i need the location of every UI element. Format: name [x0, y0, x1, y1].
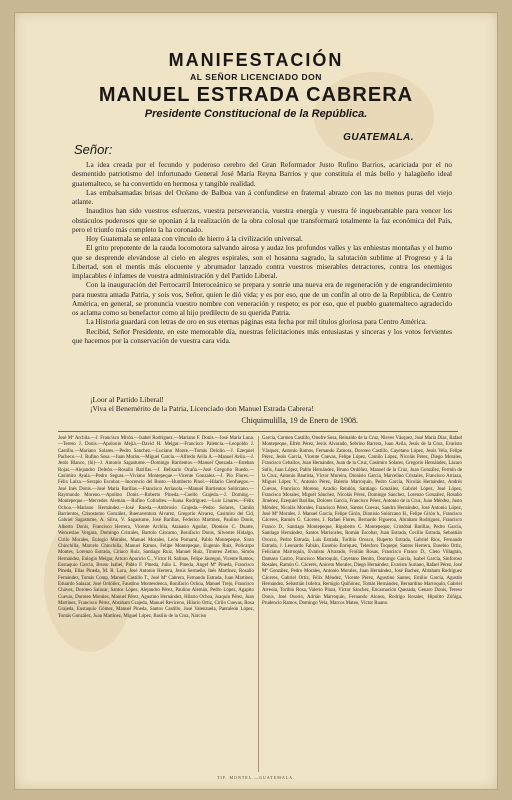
- closing-line: ¡Loor al Partido Liberal!: [90, 395, 164, 404]
- addressee-prefix: AL SEÑOR LICENCIADO DON: [190, 72, 322, 82]
- signatures-left-column: [58, 436, 254, 620]
- manifesto-title: MANIFESTACIÓN: [168, 50, 344, 70]
- paragraph: Con la inauguración del Ferrocarril Interoceánico se prepara y sonríe una nueva era de regeneración y de engrandecimiento para nuestra amada Patria, y sois vos, Señor, quien le dió vida; y es por eso, que de un confín al otro de la República, de Centro América, en general, se pronuncia vuestro nombre con veneración y respeto; es por eso, que el pueblo guatemalteco agradecido os aclama como su benefactor como al hijo predilecto de su querida Patria.: [72, 280, 452, 317]
- signatures-right-column: [262, 436, 462, 607]
- place-and-date: Chiquimulilla, 19 de Enero de 1908.: [241, 416, 358, 425]
- paragraph: Hoy Guatemala se enlaza con vínculo de hierro á la civilización universal.: [86, 234, 303, 243]
- document-header: [14, 50, 498, 120]
- column-divider: [258, 436, 259, 772]
- salutation: Señor:: [74, 142, 113, 157]
- closing-cheers: [90, 395, 314, 414]
- paragraph: Las embalsamadas brisas del Océano de Balboa van á confundirse en fraternal abrazo con las no menos puras del viejo atlante.: [72, 187, 452, 206]
- signature-list: José Mª Archila.—J. Francisco Mirón.—Isabel Rodríguez.—Mariano F. Donis.—José María Luna.—Tereso J. Donis.—Apolonio Mejía.—David H. Melgar.—Francisco Palencia.—Leopoldo J. Castillo.—Mariano Solares.—Pedro Sanchez.—Luciano Monte.—Tomás Delolio.—J. Ezequiel Pacheco.—J. Rufino Sosa.—Juan Morán.—Miguel García.—Alfredo Avila A.—Manuel Avila.—J. Jesús Blanco, (hi)—J. Antonio Sagastume.—Domingo Barrientos.—Manuel Quezada.—Esteban Rojas.—Alejandro Deleón.—Rosalio Barillas.—J. Belisario Ocaña.—José Gregorio Ruedo.—Casimiro Ayala.—Pedro Segura.—Viviano Montepeque.—Vicente Gonzalez.—J. Pío Flores.—Félix Laíza.—Serapio Escobar.—Inocencio del Busto.—Humberto Pinol.—Hilario Cienfuegos.—José Inés Donis.—José María Barillas.—Francisco Arriasola.—Manuel Barrientos Solórzano.—Raymundo Moreno.—Apolino Donis.—Roberto Pineda.—Coello Grajeda.—J. Doming.—Montepeque.—Mercedes Alemán.—Rufino Colindres.—Juana Rodríguez.—Luis Linares.—Félix Ochoa.—Mariano Hernández.—José Rueda.—Ambrosio Grajeda.—Pedro Solares, Camilo Barrientos, Crisostomo González, Buenaventura Alvarez, Gregorio Alvarez, Casimiro del Cid, Gabriel Sagastume, A. Silva, V. Sagastume, José Barillas, Federico Martínez, Paulino Donis, Alberto Donis, Francisco Herrera, Vicente Archila, Atanasio Aguilar, Dionisio C. Duarte, Wenceslao Vergara, Domingo Cristales, Bartolo Cárcamo, Bonifacio Donis, Silvestre Hidalgo, Cirilo Morales, Eulogio Morales, Manuel Morales, León Pomarol, Pablo Montepeque, Sixto Chinchilla, Marcelo Chinchilla, Manuel Ramos, Felipe Montepeque, Eugenio Ruiz, Policarpo Montes, Lorenzo Estrada, Ciriaco Ruiz, Santiago Ruiz, Manuel Ruiz, Timoteo Zetino, Simón Hernández, Eulogio Melgar, Arturo Aparicio C., Víctor H. Salinas, Felipe Jáuregui, Vicente Ramos, Eustaquio García, Bruno Isabel, Pablo F. Pineda, Julio L. Pineda, Angel Mª Pineda, Francisco Pineda, Elías Pineda, M. R. Lora, José Antonio Herrera, Jesús Sermeño, Inés Martínez, Rosalío Fernández, Tomás Comp, Manuel Castillo T., José Mª Cabrera, Fernando Estrada, Juan Martínez, Eduardo Salazar, José Ordóñez, Faustino Montesdeoca, Bonifacio Ochoa, Manuel Trejo, Francisco Chávez, Doroteo Salazar, Santos López, Alejandro Pérez, Paulino Alemán, Pedro López, Agapito Cuevas, Doroteo Morales, Manuel Pérez, Agustino Hernández, Hilario Ochoa, Joaquín Pérez, Juan Martínez, Francisco Pérez, Abraham Grajeda, Manuel Reviceno, Hilario Ortiz, Cirilo Cuevas, Rosa Grajeda, Eustaquio Gómez, Manuel Pineda, Santos Castillo, José Valenzuela, Pantaleón López, Tomás González, Juan Martínez, Miguel López, Basilio de la Cruz, Narciso: [58, 436, 254, 619]
- paragraph: Inauditos han sido vuestros esfuerzos, vuestra perseverancia, vuestra energía y vuestra fé inquebrantable para vencer los obstáculos poderosos que se oponían á la realización de la obra colosal que transformará totalmente la faz económica del País, pero el triunfo más completo la ha coronado.: [72, 206, 452, 234]
- document-sheet: [14, 12, 498, 790]
- paragraph: La idea creada por el fecundo y poderoso cerebro del Gran Reformador Justo Rufino Barrios, acariciada por el no desmentido patriotismo del infortunado General José María Reyna Barrios y que constituía el más bello y halagüeño ideal guatemalteco, se ha convertido en hermosa y tangible realidad.: [72, 160, 452, 188]
- paragraph: Recibid, Señor Presidente, en este memorable día, nuestras felicitaciones más entusiastas y sinceras y los votos fervientes que hacemos por la conservación de vuestra cara vida.: [72, 326, 452, 345]
- printer-imprint: TIP. MONTEL.—GUATEMALA.: [216, 775, 296, 780]
- manifesto-body: [72, 160, 452, 345]
- divider: [58, 431, 458, 432]
- addressee-city: GUATEMALA.: [343, 132, 414, 143]
- closing-line: ¡Viva el Benemérito de la Patria, Licenciado don Manuel Estrada Cabrera!: [90, 404, 314, 414]
- paragraph: El grito prepotente de la rauda locomotora salvando airosa y audaz los profundos valles y las enhiestas montañas y el humo que se desprende elevándose al cielo en alegres espirales, son el hosanna sagrado, la salutación sublime al Progreso y á la Libertad, son el mentís más elocuente y abrumador lanzado contra vuestros miserables detractores, contra los enemigos implacables é infames de vuestra administración y del Partido Liberal.: [72, 243, 452, 280]
- addressee-name: MANUEL ESTRADA CABRERA: [98, 84, 414, 106]
- paragraph: La Historia guardará con letras de oro en sus eternas páginas esta fecha por mil títulos gloriosa para Centro América.: [86, 317, 427, 327]
- signature-list: García, Carmen Castillo, Onofre Sosa, Reinaldo de la Cruz, Nieves Vásquez, José María Díaz, Rafael Montepeque, Efrén Pérez, Jesús Alvarado, Sebrino Barrera, Juan Avila, Jesús de la Cruz, Evaristo Vásquez, Antonio Ramos, Fernando Zamora, Doroteo Castillo, Cayetano López, Jesús Vela, Felipe Pérez, Jesús García, Vicente Cuevas, Felipe López, Camilo López, Nicolás Pérez, Diego Morales, Francisco Ceballos, Juan Hernández, Juan de la Cruz, Casimiro Solares, Gregorio Hernández, Lázaro Solís, Juan López, Pablo Hernández, Bruno Ordóñez, Manuel de la Cruz, Juan González, Fermín de la Cruz, Antonio Bautista, Víctor Moreira, Dionisio García, Marcelino Cristales, Francisco Arriaza, Miguel López V., Antonio Pérez, Balerio Marroquín, Pedro García, Nicolás Hernández, Andrés Cuevas, Francisco Moreno, Acadio Rendón, Santiago González, Gabriel López, José López, Francisco Morales, Miguel Sánchez, Nicolás Pérez, Domingo Sánchez, Lorenzo González, Rosalío Jiménez, Ezequiel Barillas, Dolores García, Francisco Pérez, Antonio de la Cruz, Juan Méndez, Justo Méndez, Nicolás Morales, Francisco Pérez, Santos Cuevas, Sandra Hernández, José Antonio López, José Mª Morales, J. Manuel García, Felipe Girón, Dionisio Solórzano H., Felipe Girón h., Francisco Cáceres, Ramón G. Cáceres, J. Rafael Flores, Bernardo Figueroa, Abraham Rodríguez, Francisco Franco D., Santiago Montepeque, Rigoberto C. Montepeque, Cristóbal Barillas, Pedro García, Santiago Hernández, Santos Mariscales, Román Escobar, Juan Estrada, Cecilio Estrada, Sebastián Orozco, Pedro Estrada, Luis Estrada, Toribio Orozco, Ruperto Estrada, Gabriel Ríos, Fernando Estrada, J. Leonardo Fabián, Eusebio Enríquez, Telesforo Toquepé, Santos Herrera, Eusebio Ortiz, Feliciano Marroquín, Evaristo Alvarado, Froilán Rosas, Francisco Franco D., Cleto Villagrán, Damaso Castro, Francisco Marroquín, Cayetano Benito, Domingo García, Isabel García, Sinforoso Rosales, Ramón G. Cáceres, Aniceto Morales, Diego Hernández, Evaristo Suriano, Rafael Pérez, José Mª González, Pedro Morales, Antonio Morales, Juan Hernández, José Bachez, Abraham Rodríguez Cáceres, Gabriel Ortiz, Félix Méndez, Vicente Pérez, Agustino Santos, Emilio García, Agustín Hernández, Sebastián Ixdelca, Remigio Quiñónez, Tomás Hernández, Bernardino Marroquín, Gabriel Arreola, Toribio Rosa, Valerio Plaza, Víctor Sánchez, Encarnación Quezada, Genaro Donis, Tereso Donis, José Osorio, Adrián Marroquín, Fernando Alonso, Rodrigo Rosales, Hipólito Zúñiga, Prudencio Ramos, Domingo Vela, Marcos Mateo, Víctor Ruano.: [262, 436, 462, 606]
- addressee-title: Presidente Constitucional de la República.: [144, 108, 368, 120]
